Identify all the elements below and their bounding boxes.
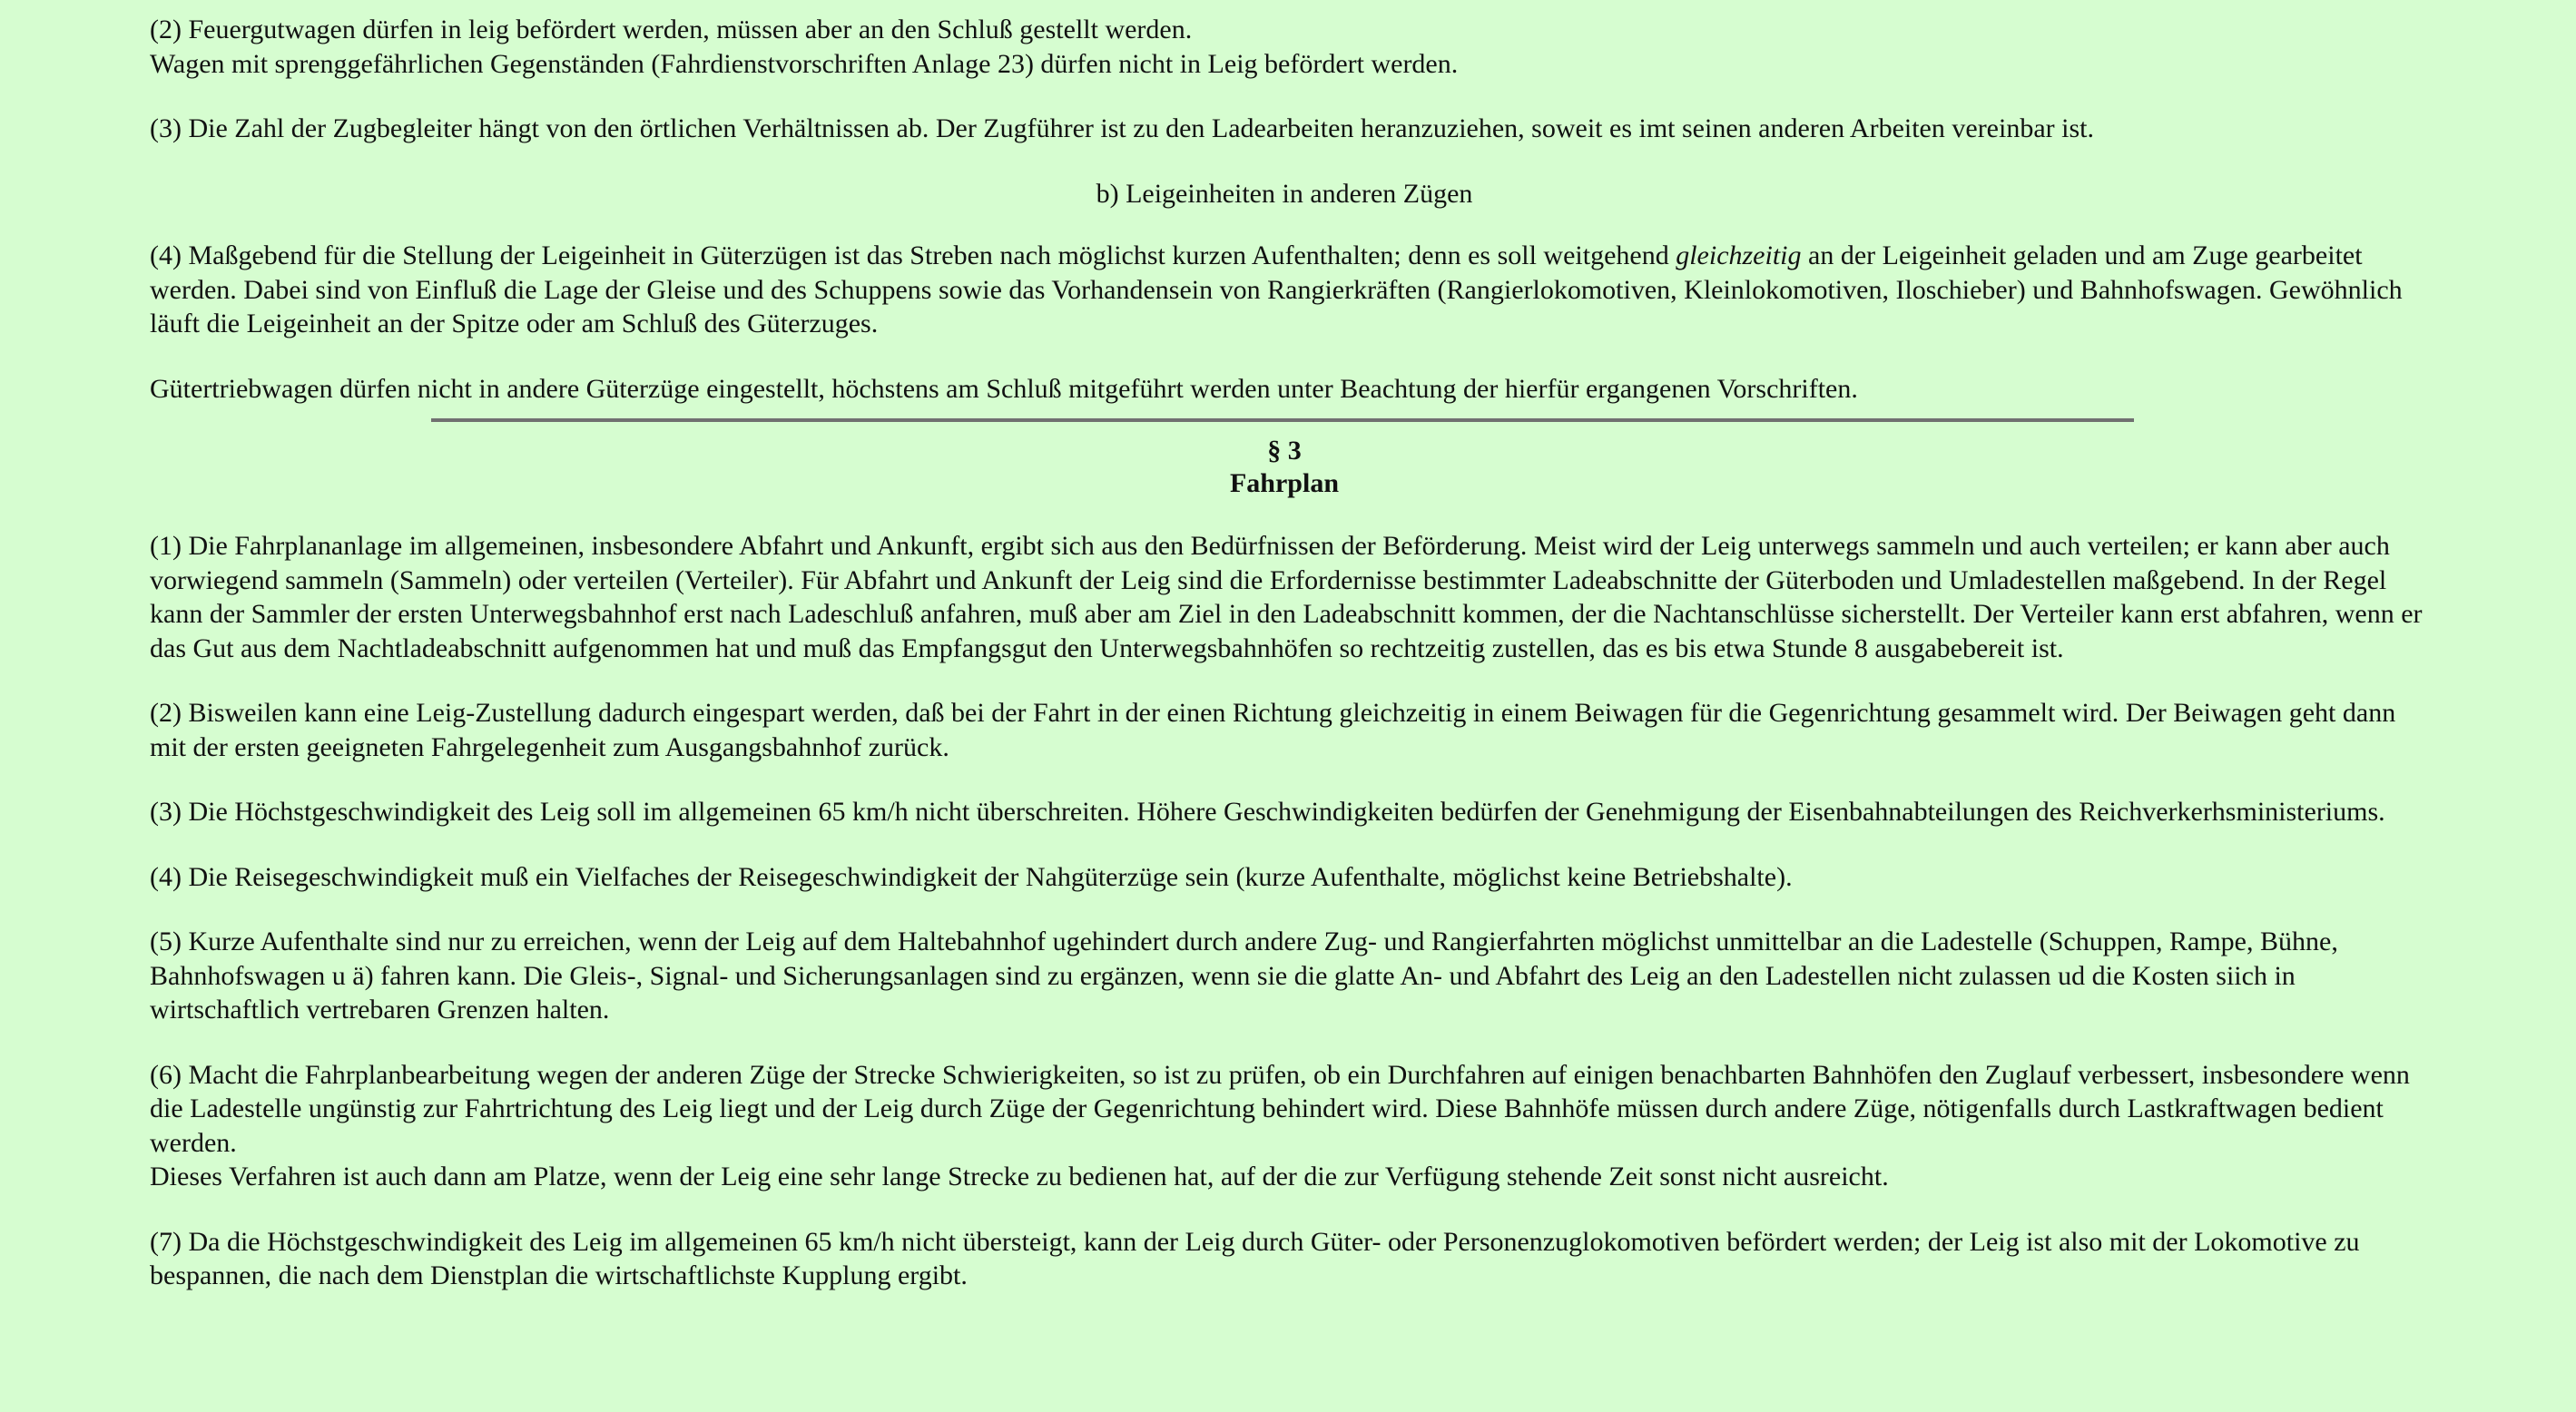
section3-paragraph-5: (5) Kurze Aufenthalte sind nur zu erreichen, wenn der Leig auf dem Haltebahnhof ugehindert durch andere Zug- und Rangierfahrten möglichst unmittelbar an die Ladestelle (Schuppen, Rampe, Bühne, Bahnhofswagen u ä) fahren kann. Die Gleis-, Signal- und Sicherungsanlagen sind zu ergänzen, wenn sie die glatte An- und Abfahrt des Leig an den Ladestellen nicht zulassen ud die Kosten siich in wirtschaftlich vertrebaren Grenzen halten. bbox=[150, 927, 2338, 1025]
subheading-leigeinheiten: b) Leigeinheiten in anderen Zügen bbox=[1096, 178, 1473, 209]
section-title: Fahrplan bbox=[1229, 468, 1340, 498]
paragraph-guetertriebwagen: Gütertriebwagen dürfen nicht in andere Güterzüge eingestellt, höchstens am Schluß mitgeführt werden unter Beachtung der hierfür ergangenen Vorschriften. bbox=[150, 373, 1858, 404]
section3-paragraph-3: (3) Die Höchstgeschwindigkeit des Leig soll im allgemeinen 65 km/h nicht überschreiten. Höhere Geschwindigkeiten bedürfen der Genehmigung der Eisenbahnabteilungen des Reichverkerhsministeriums. bbox=[150, 797, 2385, 827]
document-body bbox=[150, 13, 2428, 1293]
paragraph-text: (6) Macht die Fahrplanbearbeitung wegen der anderen Züge der Strecke Schwierigkeiten, so ist zu prüfen, ob ein Durchfahren auf einigen benachbarten Bahnhöfen den Zuglauf verbessert, insbesondere wenn die Ladestelle ungünstig zur Fahrtrichtung des Leig liegt und der Leig durch Züge der Gegenrichtung behindert wird. Diese Bahnhöfe müssen durch andere Züge, nötigenfalls durch Lastkraftwagen bedient werden. bbox=[150, 1059, 2410, 1158]
section3-paragraph-1: (1) Die Fahrplananlage im allgemeinen, insbesondere Abfahrt und Ankunft, ergibt sich aus den Bedürfnissen der Beförderung. Meist wird der Leig unterwegs sammeln und auch verteilen; er kann aber auch vorwiegend sammeln (Sammeln) oder verteilen (Verteiler). Für Abfahrt und Ankunft der Leig sind die Erfordernisse bestimmter Ladeabschnitte der Güterboden und Umladestellen maßgebend. In der Regel kann der Sammler der ersten Unterwegsbahnhof erst nach Ladeschluß anfahren, muß aber am Ziel in den Ladeabschnitt kommen, der die Nachtanschlüsse sicherstellt. Der Verteiler kann erst abfahren, wenn er das Gut aus dem Nachtladeabschnitt aufgenommen hat und muß das Empfangsgut den Unterwegsbahnhöfen so rechtzeitig zustellen, das es bis etwa Stunde 8 ausgabebereit ist. bbox=[150, 531, 2423, 663]
section3-paragraph-7: (7) Da die Höchstgeschwindigkeit des Leig im allgemeinen 65 km/h nicht übersteigt, kann der Leig durch Güter- oder Personenzuglokomotiven befördert werden; der Leig ist also mit der Lokomotive zu bespannen, die nach dem Dienstplan die wirtschaftlichste Kupplung ergibt. bbox=[150, 1226, 2360, 1290]
section-number: § 3 bbox=[1267, 436, 1302, 466]
section-heading bbox=[150, 435, 2419, 500]
paragraph-line: (2) Feuergutwagen dürfen in leig befördert werden, müssen aber an den Schluß gestellt werden. bbox=[150, 15, 1193, 44]
paragraph-text: (4) Maßgebend für die Stellung der Leigeinheit in Güterzügen ist das Streben nach möglichst kurzen Aufenthalten; denn es soll weitgehend bbox=[150, 240, 1676, 270]
section3-paragraph-2: (2) Bisweilen kann eine Leig-Zustellung dadurch eingespart werden, daß bei der Fahrt in der einen Richtung gleichzeitig in einem Beiwagen für die Gegenrichtung gesammelt wird. Der Beiwagen geht dann mit der ersten geeigneten Fahrgelegenheit zum Ausgangsbahnhof zurück. bbox=[150, 698, 2396, 762]
section-divider bbox=[431, 418, 2134, 422]
section3-paragraph-6 bbox=[150, 1058, 2428, 1194]
section3-paragraph-4: (4) Die Reisegeschwindigkeit muß ein Vielfaches der Reisegeschwindigkeit der Nahgüterzüge sein (kurze Aufenthalte, möglichst keine Betriebshalte). bbox=[150, 861, 1793, 892]
paragraph-text: an der Leigeinheit geladen und am Zuge gearbeitet werden. Dabei sind von Einfluß die Lage der Gleise und des Schuppens sowie das Vorhandensein von Rangierkräften (Rangierlokomotiven, Kleinlokomotiven, Iloschieber) und Bahnhofswagen. Gewöhnlich läuft die Leigeinheit an der Spitze oder am Schluß des Güterzuges. bbox=[150, 240, 2403, 338]
emphasis-text: gleichzeitig bbox=[1676, 240, 1802, 270]
paragraph-line: Wagen mit sprenggefährlichen Gegenständen (Fahrdienstvorschriften Anlage 23) dürfen nicht in Leig befördert werden. bbox=[150, 48, 1459, 79]
paragraph-4-stellung bbox=[150, 239, 2428, 341]
paragraph-text: Dieses Verfahren ist auch dann am Platze, wenn der Leig eine sehr lange Strecke zu bedienen hat, auf der die zur Verfügung stehende Zeit sonst nicht ausreicht. bbox=[150, 1162, 1889, 1191]
paragraph-3-zugbegleiter: (3) Die Zahl der Zugbegleiter hängt von den örtlichen Verhältnissen ab. Der Zugführer ist zu den Ladearbeiten heranzuziehen, soweit es imt seinen anderen Arbeiten vereinbar ist. bbox=[150, 113, 2094, 143]
paragraph-2-feuergutwagen bbox=[150, 13, 2428, 81]
